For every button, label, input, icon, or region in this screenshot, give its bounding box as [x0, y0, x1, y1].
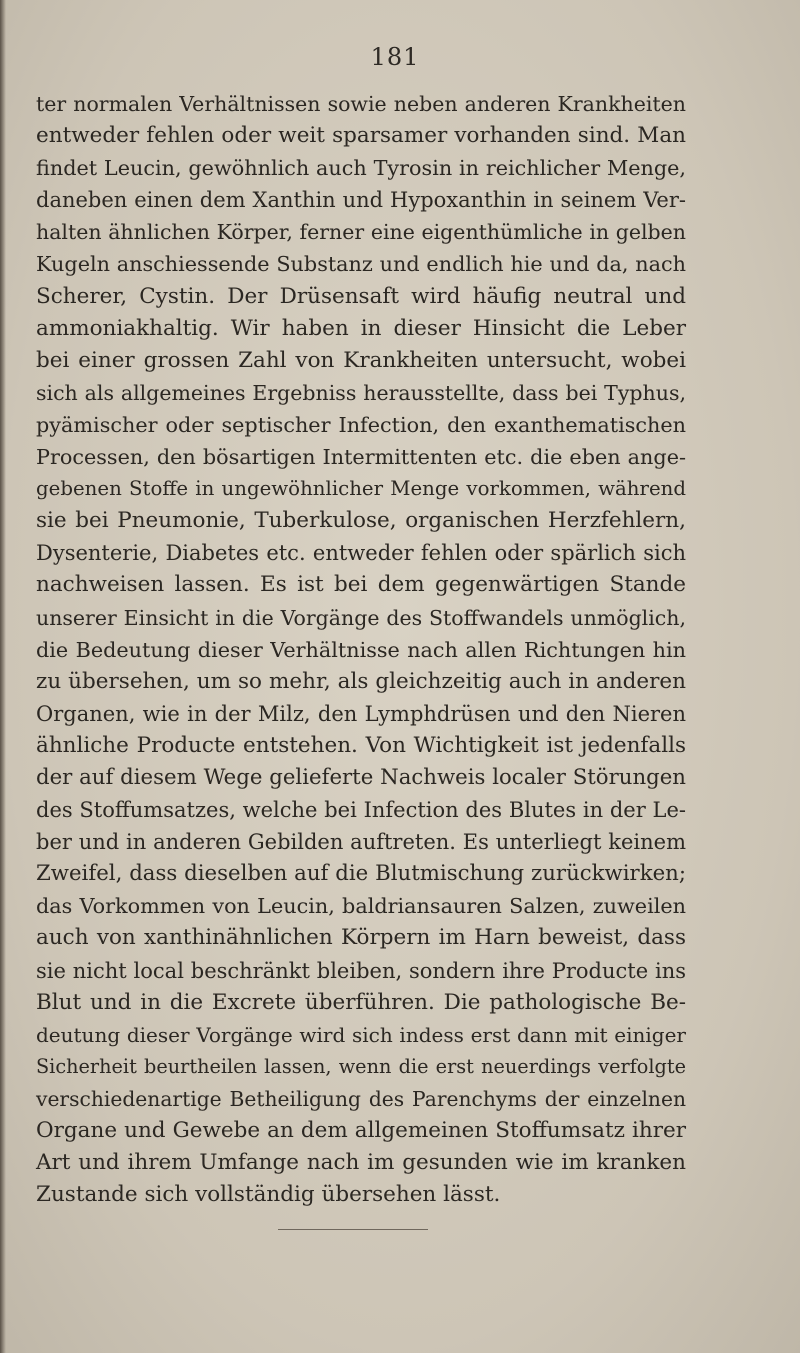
text-line: gebenen Stoffe in ungewöhnlicher Menge vorkommen, während: [36, 477, 686, 501]
text-line: bei einer grossen Zahl von Krankheiten untersucht, wobei: [36, 347, 686, 373]
text-line: deutung dieser Vorgänge wird sich indess erst dann mit einiger: [36, 1022, 686, 1047]
text-line: sie bei Pneumonie, Tuberkulose, organischen Herzfehlern,: [36, 508, 686, 534]
text-line: Zustande sich vollständig übersehen lässt.: [36, 1182, 501, 1208]
section-divider: [278, 1229, 428, 1230]
text-line: zu übersehen, um so mehr, als gleichzeitig auch in anderen: [36, 668, 686, 694]
page-number: 181: [370, 43, 420, 71]
text-line: Organen, wie in der Milz, den Lymphdrüsen und den Nieren: [36, 701, 686, 726]
text-line: der auf diesem Wege gelieferte Nachweis localer Störungen: [36, 764, 686, 790]
text-line: pyämischer oder septischer Infection, den exanthematischen: [36, 412, 686, 437]
text-line: Kugeln anschiessende Substanz und endlich hie und da, nach: [36, 252, 686, 277]
text-line: des Stoffumsatzes, welche bei Infection des Blutes in der Le-: [36, 798, 686, 823]
text-line: ammoniakhaltig. Wir haben in dieser Hinsicht die Leber: [36, 315, 686, 341]
text-line: Art und ihrem Umfange nach im gesunden wie im kranken: [36, 1150, 686, 1176]
text-line: unserer Einsicht in die Vorgänge des Stoffwandels unmöglich,: [36, 605, 686, 630]
text-line: Processen, den bösartigen Intermittenten etc. die eben ange-: [36, 445, 686, 470]
text-line: die Bedeutung dieser Verhältnisse nach allen Richtungen hin: [36, 637, 686, 662]
text-line: nachweisen lassen. Es ist bei dem gegenwärtigen Stande: [36, 572, 686, 598]
text-line: Blut und in die Excrete überführen. Die pathologische Be-: [36, 989, 686, 1015]
text-line: verschiedenartige Betheiligung des Parenchyms der einzelnen: [36, 1086, 686, 1111]
text-line: ter normalen Verhältnissen sowie neben anderen Krankheiten: [36, 92, 686, 116]
text-line: Scherer, Cystin. Der Drüsensaft wird häufig neutral und: [36, 283, 686, 309]
text-line: ber und in anderen Gebilden auftreten. Es unterliegt keinem: [36, 830, 686, 855]
text-line: Sicherheit beurtheilen lassen, wenn die erst neuerdings verfolgte: [36, 1054, 686, 1078]
text-line: findet Leucin, gewöhnlich auch Tyrosin in reichlicher Menge,: [36, 156, 686, 181]
text-line: entweder fehlen oder weit sparsamer vorhanden sind. Man: [36, 123, 686, 149]
body-text: [36, 88, 686, 1211]
text-line: das Vorkommen von Leucin, baldriansauren Salzen, zuweilen: [36, 894, 686, 919]
text-line: sich als allgemeines Ergebniss herausstellte, dass bei Typhus,: [36, 380, 686, 405]
text-line: auch von xanthinähnlichen Körpern im Harn beweist, dass: [36, 925, 686, 951]
page-binding-edge: [0, 0, 6, 1353]
text-line: daneben einen dem Xanthin und Hypoxanthin in seinem Ver-: [36, 188, 686, 213]
text-line: Zweifel, dass dieselben auf die Blutmischung zurückwirken;: [36, 861, 686, 887]
text-line: Dysenterie, Diabetes etc. entweder fehlen oder spärlich sich: [36, 541, 686, 566]
text-line: halten ähnlichen Körper, ferner eine eigenthümliche in gelben: [36, 220, 686, 245]
text-line: ähnliche Producte entstehen. Von Wichtigkeit ist jedenfalls: [36, 732, 686, 758]
text-line: sie nicht local beschränkt bleiben, sondern ihre Producte ins: [36, 958, 686, 983]
text-line: Organe und Gewebe an dem allgemeinen Stoffumsatz ihrer: [36, 1118, 686, 1143]
